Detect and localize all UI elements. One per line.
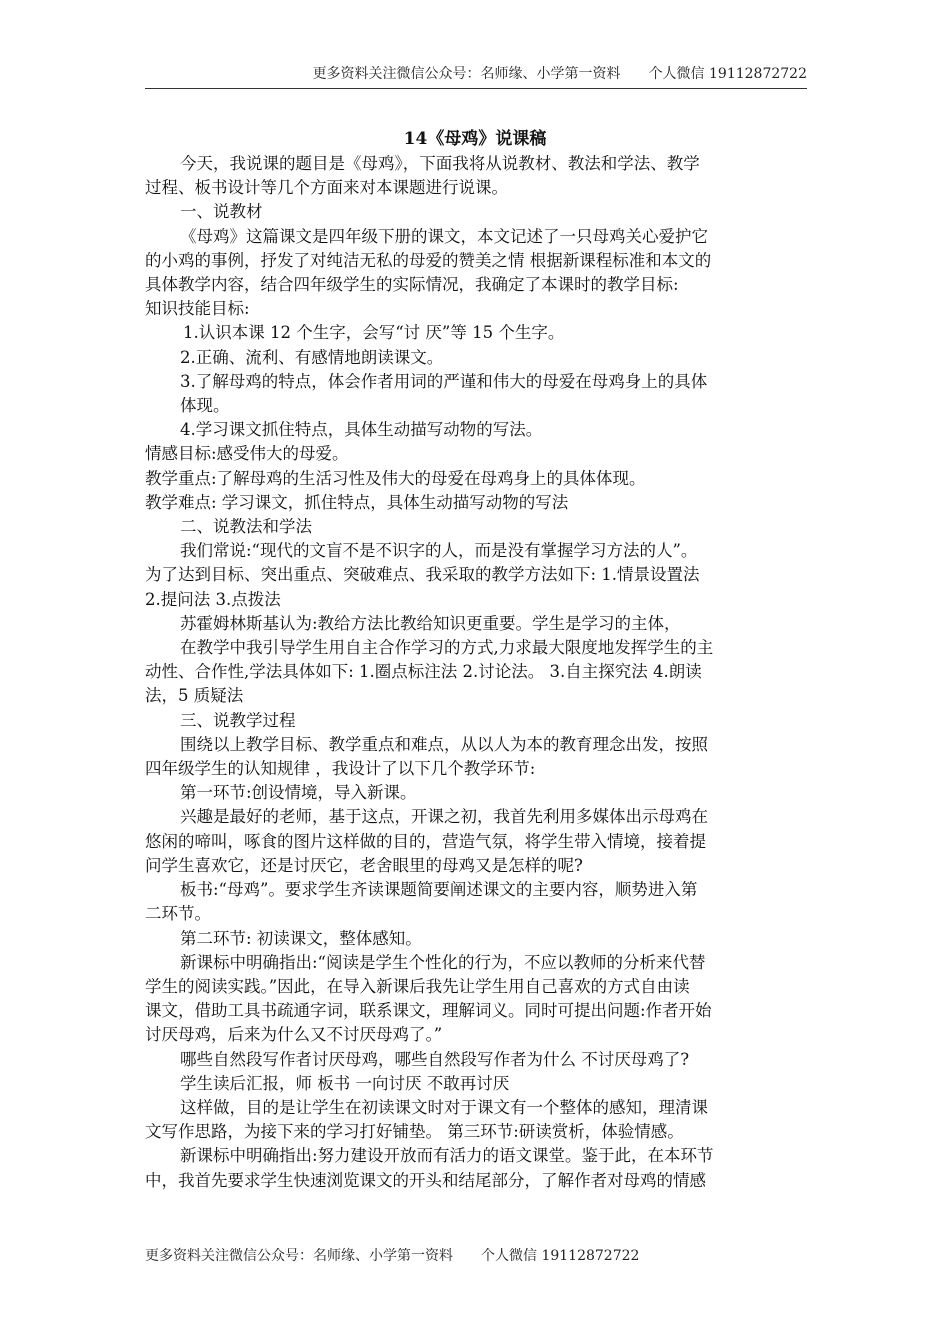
- text-line: 2.正确、流利、有感情地朗读课文。: [180, 347, 444, 367]
- text-line: 一、说教材: [180, 202, 263, 222]
- footer-wechat: 个人微信 19112872722: [481, 1248, 640, 1264]
- text-line: 今天，我说课的题目是《母鸡》，下面我将从说教材、教法和学法、教学: [180, 154, 700, 173]
- text-line: 中，我首先要求学生快速浏览课文的开头和结尾部分，了解作者对母鸡的情感: [145, 1170, 706, 1190]
- text-line: 2.提问法 3.点拨法: [145, 589, 281, 609]
- text-line: 的小鸡的事例，抒发了对纯洁无私的母爱的赞美之情 根据新课程标准和本文的: [145, 250, 712, 270]
- text-line: 文写作思路，为接下来的学习打好铺垫。 第三环节:研读赏析，体验情感。: [145, 1122, 684, 1142]
- text-line: 这样做，目的是让学生在初读课文时对于课文有一个整体的感知，理清课: [180, 1097, 708, 1117]
- text-line: 在教学中我引导学生用自主合作学习的方式,力求最大限度地发挥学生的主: [180, 638, 714, 658]
- document-title: 14《母鸡》说课稿: [403, 129, 547, 149]
- text-line: 1.认识本课 12 个生字，会写“讨 厌”等 15 个生字。: [183, 323, 565, 343]
- text-line: 4.学习课文抓住特点，具体生动描写动物的写法。: [180, 420, 543, 440]
- header-wechat: 个人微信 19112872722: [648, 66, 807, 82]
- text-line: 体现。: [180, 396, 230, 416]
- header-divider: [145, 88, 807, 89]
- text-line: 3.了解母鸡的特点，体会作者用词的严谨和伟大的母爱在母鸡身上的具体: [180, 371, 708, 391]
- text-line: 情感目标:感受伟大的母爱。: [145, 444, 349, 464]
- text-line: 哪些自然段写作者讨厌母鸡，哪些自然段写作者为什么 不讨厌母鸡了?: [180, 1049, 690, 1069]
- text-line: 我们常说:“现代的文盲不是不识字的人，而是没有掌握学习方法的人”。: [180, 541, 698, 561]
- footer-text: 更多资料关注微信公众号：名师缘、小学第一资料: [145, 1248, 453, 1264]
- text-line: 具体教学内容，结合四年级学生的实际情况，我确定了本课时的教学目标:: [145, 275, 679, 295]
- text-line: 问学生喜欢它，还是讨厌它，老舍眼里的母鸡又是怎样的呢?: [145, 855, 583, 875]
- text-line: 三、说教学过程: [180, 710, 296, 730]
- text-line: 《母鸡》这篇课文是四年级下册的课文，本文记述了一只母鸡关心爱护它: [180, 226, 708, 246]
- page-header: [145, 64, 807, 84]
- text-line: 悠闲的啼叫，啄食的图片这样做的目的，营造气氛，将学生带入情境，接着提: [145, 831, 706, 851]
- text-line: 课文，借助工具书疏通字词，联系课文，理解词义。同时可提出问题:作者开始: [145, 1001, 712, 1021]
- page-footer: [145, 1246, 807, 1266]
- text-line: 为了达到目标、突出重点、突破难点、我采取的教学方法如下: 1.情景设置法: [145, 565, 700, 585]
- text-line: 二、说教法和学法: [180, 517, 312, 537]
- text-line: 过程、板书设计等几个方面来对本课题进行说课。: [145, 178, 508, 198]
- text-line: 第二环节: 初读课文，整体感知。: [180, 928, 422, 948]
- text-line: 学生读后汇报，师 板书 一向讨厌 不敢再讨厌: [180, 1073, 510, 1093]
- text-line: 苏霍姆林斯基认为:教给方法比教给知识更重要。学生是学习的主体，: [180, 613, 681, 633]
- text-line: 教学重点:了解母鸡的生活习性及伟大的母爱在母鸡身上的具体体现。: [145, 468, 646, 488]
- text-line: 新课标中明确指出:“阅读是学生个性化的行为，不应以教师的分析来代替: [180, 952, 706, 972]
- text-line: 四年级学生的认知规律 ，我设计了以下几个教学环节:: [145, 759, 536, 779]
- text-line: 讨厌母鸡，后来为什么又不讨厌母鸡了。”: [145, 1025, 443, 1045]
- header-text: 更多资料关注微信公众号：名师缘、小学第一资料: [312, 66, 621, 82]
- text-line: 兴趣是最好的老师，基于这点，开课之初，我首先利用多媒体出示母鸡在: [180, 807, 708, 827]
- text-line: 二环节。: [145, 904, 211, 924]
- document-body: [145, 152, 807, 1193]
- text-line: 围绕以上教学目标、教学重点和难点，从以人为本的教育理念出发，按照: [180, 734, 708, 754]
- text-line: 教学难点: 学习课文，抓住特点，具体生动描写动物的写法: [145, 492, 569, 512]
- text-line: 知识技能目标:: [145, 299, 250, 319]
- text-line: 学生的阅读实践。”因此，在导入新课后我先让学生用自己喜欢的方式自由读: [145, 976, 690, 996]
- text-line: 法，5 质疑法: [145, 686, 244, 706]
- text-line: 第一环节:创设情境，导入新课。: [180, 783, 417, 803]
- text-line: 板书:“母鸡”。要求学生齐读课题简要阐述课文的主要内容，顺势进入第: [180, 880, 698, 900]
- text-line: 新课标中明确指出:努力建设开放而有活力的语文课堂。鉴于此，在本环节: [180, 1146, 714, 1166]
- text-line: 动性、合作性,学法具体如下: 1.圈点标注法 2.讨论法。 3.自主探究法 4.朗读: [145, 662, 702, 682]
